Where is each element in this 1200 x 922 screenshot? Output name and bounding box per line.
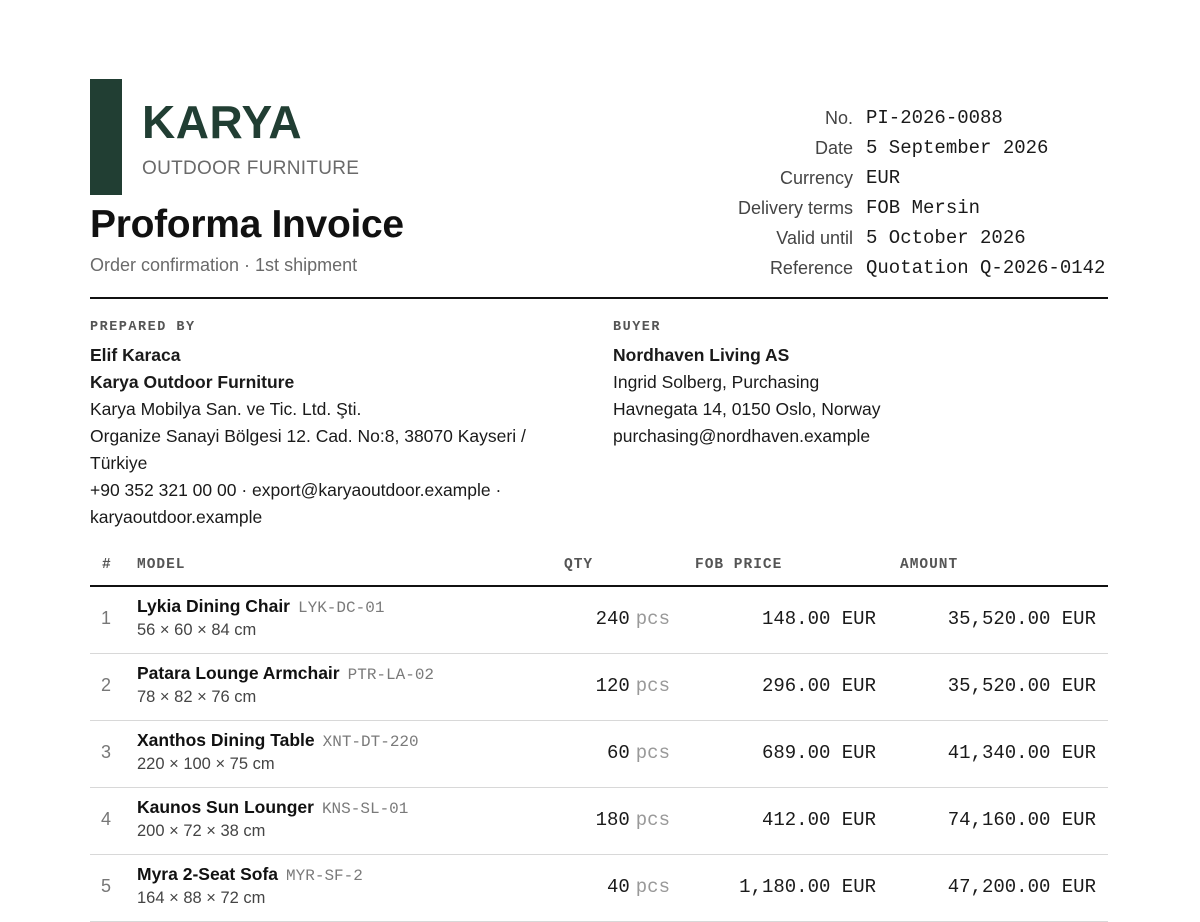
meta-value: 5 October 2026 <box>866 227 1026 249</box>
model-dimensions: 200 × 72 × 38 cm <box>137 822 266 840</box>
buyer-block <box>613 319 1108 450</box>
column-header-num: # <box>102 557 112 573</box>
seller-heading: PREPARED BY <box>90 320 196 335</box>
table-row <box>90 855 1108 922</box>
seller-company: Karya Outdoor Furniture <box>90 372 295 392</box>
qty-value: 240 <box>595 608 630 630</box>
row-number: 5 <box>100 876 111 896</box>
table-row <box>90 654 1108 721</box>
table-header-row <box>90 551 1108 587</box>
meta-row-date <box>653 133 1108 163</box>
model-name: Lykia Dining Chair <box>137 596 290 616</box>
meta-value: 5 September 2026 <box>866 137 1049 159</box>
seller-legal-name: Karya Mobilya San. ve Tic. Ltd. Şti. <box>90 399 362 419</box>
meta-row-reference <box>653 253 1108 283</box>
qty-value: 120 <box>595 675 630 697</box>
row-amount: 35,520.00 EUR <box>947 608 1096 630</box>
brand-bar <box>90 79 122 195</box>
document-subtitle: Order confirmation · 1st shipment <box>90 255 358 275</box>
row-number: 3 <box>100 742 111 762</box>
meta-label: Date <box>814 137 853 158</box>
meta-row-currency <box>653 163 1108 193</box>
row-qty <box>607 876 670 898</box>
row-amount: 41,340.00 EUR <box>947 742 1096 764</box>
model-code: MYR-SF-2 <box>286 867 363 885</box>
model-code: LYK-DC-01 <box>298 599 385 617</box>
model-code: PTR-LA-02 <box>347 666 435 684</box>
meta-row-number <box>653 103 1108 133</box>
brand-subtitle: OUTDOOR FURNITURE <box>142 158 360 179</box>
seller-contact: +90 352 321 00 00 · export@karyaoutdoor.example · karyaoutdoor.example <box>90 480 502 527</box>
model-dimensions: 78 × 82 × 76 cm <box>137 688 257 706</box>
model-code: XNT-DT-220 <box>322 733 419 751</box>
line-items-table <box>90 551 1108 922</box>
brand-name: KARYA <box>142 96 303 148</box>
meta-label: Delivery terms <box>737 197 853 218</box>
buyer-company: Nordhaven Living AS <box>613 345 790 365</box>
model-dimensions: 220 × 100 × 75 cm <box>137 755 275 773</box>
qty-unit: pcs <box>635 608 670 630</box>
qty-value: 40 <box>606 876 630 898</box>
meta-value: FOB Mersin <box>866 197 981 219</box>
row-price: 1,180.00 EUR <box>739 876 876 898</box>
row-qty <box>596 809 670 831</box>
column-header-amount: AMOUNT <box>900 557 959 573</box>
row-qty <box>607 742 670 764</box>
model-name: Patara Lounge Armchair <box>137 663 340 683</box>
row-qty <box>596 675 670 697</box>
seller-address: Organize Sanayi Bölgesi 12. Cad. No:8, 38070 Kayseri / Türkiye <box>90 426 526 473</box>
column-header-price: FOB PRICE <box>695 557 783 573</box>
table-row <box>90 587 1108 654</box>
buyer-address: Havnegata 14, 0150 Oslo, Norway <box>613 399 881 419</box>
row-model <box>137 596 384 640</box>
qty-value: 180 <box>595 809 630 831</box>
model-code: KNS-SL-01 <box>321 800 409 818</box>
document-title: Proforma Invoice <box>90 203 404 246</box>
invoice-header <box>90 79 1108 299</box>
meta-label: Valid until <box>776 227 853 248</box>
table-row <box>90 788 1108 855</box>
model-name: Xanthos Dining Table <box>137 730 315 750</box>
qty-unit: pcs <box>635 876 670 898</box>
seller-block <box>90 319 570 531</box>
invoice-page <box>90 79 1108 907</box>
row-number: 1 <box>100 608 111 628</box>
row-model <box>137 864 363 908</box>
model-name: Kaunos Sun Lounger <box>137 797 314 817</box>
qty-unit: pcs <box>635 742 670 764</box>
seller-name: Elif Karaca <box>90 345 181 365</box>
row-amount: 47,200.00 EUR <box>947 876 1096 898</box>
qty-unit: pcs <box>635 675 670 697</box>
row-price: 148.00 EUR <box>761 608 876 630</box>
row-model <box>137 730 419 774</box>
meta-value: Quotation Q-2026-0142 <box>866 257 1106 279</box>
row-qty <box>596 608 670 630</box>
row-model <box>137 663 434 707</box>
meta-label: Currency <box>779 167 853 188</box>
qty-unit: pcs <box>635 809 670 831</box>
buyer-heading: BUYER <box>613 320 662 335</box>
model-dimensions: 56 × 60 × 84 cm <box>137 621 257 639</box>
row-price: 689.00 EUR <box>761 742 876 764</box>
row-amount: 35,520.00 EUR <box>947 675 1096 697</box>
header-divider <box>90 297 1108 299</box>
row-number: 2 <box>100 675 111 695</box>
row-number: 4 <box>100 809 111 829</box>
meta-label: Reference <box>769 257 853 278</box>
invoice-meta <box>653 103 1108 283</box>
qty-value: 60 <box>606 742 630 764</box>
row-model <box>137 797 408 841</box>
meta-row-valid-until <box>653 223 1108 253</box>
buyer-email: purchasing@nordhaven.example <box>613 426 871 446</box>
row-price: 412.00 EUR <box>761 809 876 831</box>
model-name: Myra 2-Seat Sofa <box>137 864 279 884</box>
row-amount: 74,160.00 EUR <box>947 809 1096 831</box>
buyer-contact-person: Ingrid Solberg, Purchasing <box>613 372 820 392</box>
column-header-qty: QTY <box>564 557 594 573</box>
row-price: 296.00 EUR <box>761 675 876 697</box>
model-dimensions: 164 × 88 × 72 cm <box>137 889 266 907</box>
meta-value: EUR <box>866 167 901 189</box>
meta-value: PI-2026-0088 <box>866 107 1003 129</box>
table-row <box>90 721 1108 788</box>
meta-label: No. <box>824 107 853 128</box>
column-header-model: MODEL <box>137 557 186 573</box>
meta-row-delivery-terms <box>653 193 1108 223</box>
